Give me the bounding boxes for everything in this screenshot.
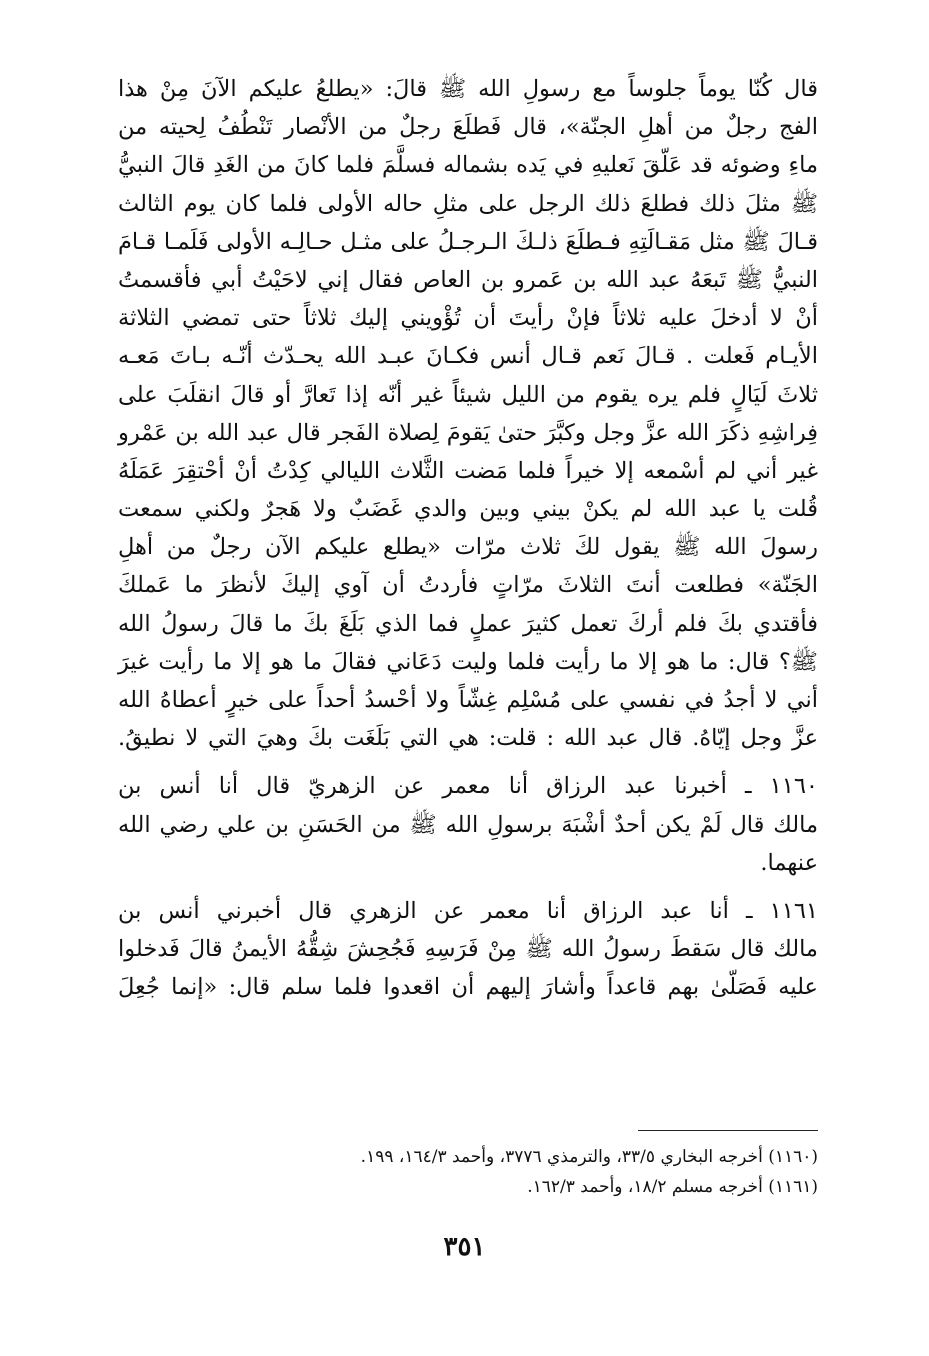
text-line: غير أني لم أسْمعه إلا خيراً فلما مَضت الثَّلاث الليالي كِدْتُ أنْ أحْتقِرَ عَمَلَهُ	[118, 457, 818, 484]
footnote-1160: (١١٦٠) أخرجه البخاري ٣٣/٥، والترمذي ٣٧٧٦، وأحمد ١٦٤/٣، ١٩٩.	[360, 1147, 818, 1167]
text-line: أني لا أجدُ في نفسي على مُسْلِم غِشّاً ولا أحْسدُ أحداً على خيرٍ أعطاهُ الله	[118, 687, 818, 713]
page-number: ٣٥١	[443, 1232, 486, 1262]
text-line: ثلاثَ لَيَالٍ فلم يره يقوم من الليل شيئاً غير أنّه إذا تَعارَّ أو قالَ انقلَبَ على	[118, 381, 818, 408]
text-line: قال كُنّا يوماً جلوساً مع رسولِ الله ﷺ قالَ: «يطلعُ عليكم الآنَ مِنْ هذا	[118, 76, 818, 102]
text-line: ﷺ؟ قال: ما هو إلا ما رأيت فلما وليت دَعَاني فقالَ ما هو إلا ما رأيت غيرَ	[118, 648, 818, 675]
paragraph-gap	[118, 757, 818, 767]
text-line: رسولَ الله ﷺ يقول لكَ ثلاث مرّات «يطلع عليكم الآن رجلٌ من أهلِ	[118, 534, 818, 561]
text-line: النبيُّ ﷺ تَبعَهُ عبد الله بن عَمرو بن العاص فقال إني لاحَيْتُ أبي فأقسمتُ	[118, 266, 818, 293]
text-line: الجَنّة» فطلعت أنتَ الثلاثَ مرّاتٍ فأردتُ أن آوي إليكَ لأنظرَ ما عَملكَ	[118, 572, 818, 599]
text-line: ﷺ مثلَ ذلك فطلعَ ذلك الرجل على مثلِ حاله الأولى فلما كان يوم الثالث	[118, 190, 818, 217]
text-line: ١١٦٠ ـ أخبرنا عبد الرزاق أنا معمر عن الزهريّ قال أنا أنس بن	[118, 773, 818, 800]
hadith-1160	[118, 767, 818, 882]
text-line: الفج رجلٌ من أهلِ الجنّة»، قال فَطلَعَ رجلٌ من الأنْصار تَنْطُفُ لِحيته من	[118, 114, 818, 141]
text-line: عنهما.	[760, 849, 818, 876]
text-line: مالك قال سَقطَ رسولُ الله ﷺ مِنْ فَرَسِهِ فَجُحِشَ شِقُّهُ الأيمنُ قالَ فَدخلوا	[118, 936, 818, 963]
text-line: أنْ لا أدخلَ عليه ثلاثاً فإنْ رأيتَ أن تُؤْويني إليك ثلاثاً حتى تمضي الثلاثة	[118, 305, 818, 332]
text-line: ماءِ وضوئه قد عَلّقَ نَعليهِ في يَده بشماله فسلَّمَ فلما كانَ من الغَدِ قالَ النبيُّ	[118, 152, 818, 179]
hadith-1161	[118, 892, 818, 1007]
text-line: ١١٦١ ـ أنا عبد الرزاق أنا معمر عن الزهري قال أخبرني أنس بن	[118, 897, 818, 924]
text-line: عليه فَصَلّىٰ بهم قاعداً وأشارَ إليهم أن اقعدوا فلما سلم قال: «إنما جُعِلَ	[118, 974, 818, 1001]
text-line: فِراشِهِ ذكَرَ الله عزَّ وجل وكبَّرَ حتىٰ يَقومَ لِصلاة الفَجر قال عبد الله بن عَمْرو	[118, 419, 818, 446]
text-line: فأقتدي بكَ فلم أركَ تعمل كثيرَ عملٍ فما الذي بَلَغَ بكَ ما قالَ رسولُ الله	[118, 610, 818, 637]
text-line: الأيـام فَعلت . قـالَ نَعم قـال أنس فكـانَ عبـد الله يحـدّث أنّـه بـاتَ مَعـه	[118, 343, 818, 370]
text-line: مالك قال لَمْ يكن أحدٌ أشْبَهَ برسولِ الله ﷺ من الحَسَنِ بن علي رضي الله	[118, 811, 818, 838]
text-line: عزَّ وجل إيّاهُ. قال عبد الله : قلت: هي التي بَلَغَت بكَ وهيَ التي لا نطيقُ.	[118, 725, 818, 752]
paragraph-gap	[118, 882, 818, 892]
text-line: قُلت يا عبد الله لم يكنْ بيني وبين والدي غَضَبٌ ولا هَجرٌ ولكني سمعت	[118, 496, 818, 523]
text-line: قـالَ ﷺ مثل مَقـالَتِهِ فـطلَعَ ذلـكَ الـرجـلُ على مثـل حـالِـه الأولى فَلَمـا قـامَ	[118, 228, 818, 255]
page-body	[118, 70, 818, 1290]
footnote-1161: (١١٦١) أخرجه مسلم ١٨/٢، وأحمد ١٦٢/٣.	[527, 1177, 818, 1197]
hadith-1159-continuation	[118, 70, 818, 757]
footnote-separator	[638, 1130, 818, 1131]
